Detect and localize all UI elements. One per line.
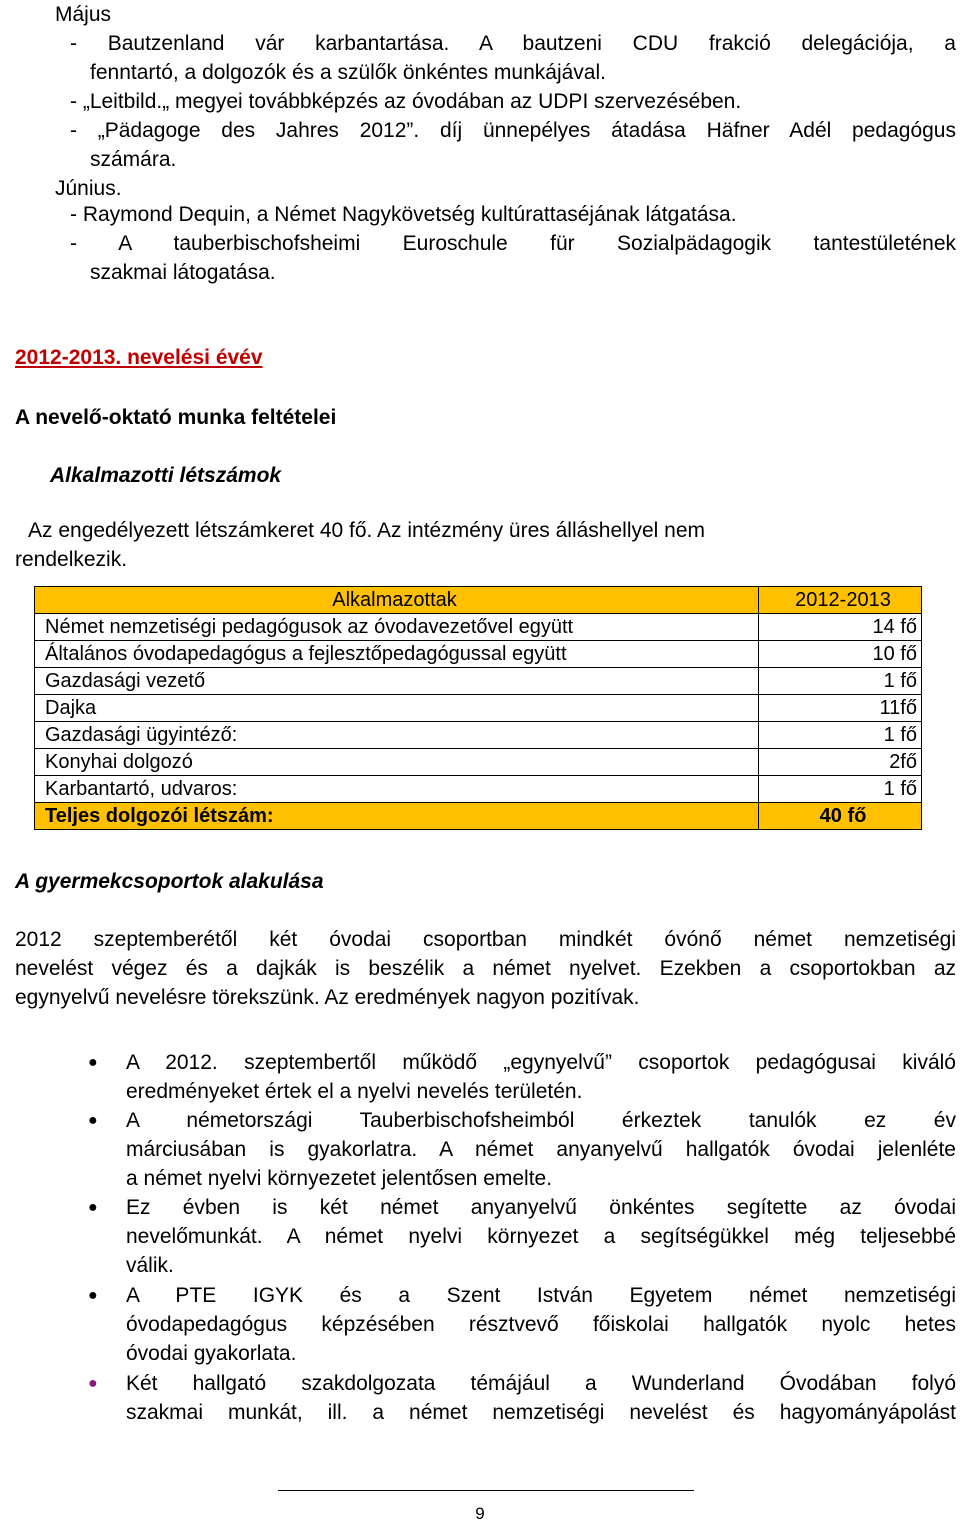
bullet-1-line1: A 2012. szeptembertől működő „egynyelvű” csoportok pedagógusai kiváló <box>126 1051 956 1074</box>
june-heading: Június. <box>55 177 122 200</box>
bullet-dot-icon: ● <box>88 1112 98 1129</box>
row-count: 1 fő <box>759 722 922 749</box>
bullet-5-line2: szakmai munkát, ill. a német nemzetiségi nevelést és hagyományápolást <box>126 1401 956 1424</box>
bullet-3-line1: Ez évben is két német anyanyelvű önkéntes segítette az óvodai <box>126 1196 956 1219</box>
bullet-item-1 <box>88 1048 956 1106</box>
row-role: Konyhai dolgozó <box>35 749 759 776</box>
staff-table <box>34 586 922 830</box>
bullet-1-line2: eredményeket értek el a nyelvi nevelés területén. <box>126 1080 583 1103</box>
staff-table-header <box>35 587 922 614</box>
bullet-item-3 <box>88 1193 956 1280</box>
subsection-title: A nevelő-oktató munka feltételei <box>15 406 337 429</box>
table-row <box>35 641 922 668</box>
groups-paragraph <box>15 925 956 1012</box>
bullet-item-5 <box>88 1369 956 1427</box>
table-row <box>35 749 922 776</box>
total-role: Teljes dolgozói létszám: <box>35 803 759 830</box>
row-role: Gazdasági ügyintéző: <box>35 722 759 749</box>
row-role: Karbantartó, udvaros: <box>35 776 759 803</box>
groups-para-line2: nevelést végez és a dajkák is beszélik a német nyelvet. Ezekben a csoportokban az <box>15 957 956 980</box>
bullet-2-line1: A németországi Tauberbischofsheimból érkeztek tanulók ez év <box>126 1109 956 1132</box>
staff-table-total <box>35 803 922 830</box>
bullet-dot-icon: ● <box>88 1375 98 1392</box>
bullet-4-line3: óvodai gyakorlata. <box>126 1342 297 1365</box>
may-item-2-line1: - „Leitbild.„ megyei továbbképzés az óvodában az UDPI szervezésében. <box>70 90 742 113</box>
staff-heading: Alkalmazotti létszámok <box>50 464 282 487</box>
groups-heading: A gyermekcsoportok alakulása <box>15 870 324 893</box>
section-title: 2012-2013. nevelési évév <box>15 346 263 369</box>
row-count: 14 fő <box>759 614 922 641</box>
may-item-2 <box>70 87 956 116</box>
footer-divider <box>278 1490 694 1491</box>
page-number: 9 <box>475 1504 485 1523</box>
june-item-2 <box>70 229 956 287</box>
header-role: Alkalmazottak <box>35 587 759 614</box>
table-row <box>35 722 922 749</box>
row-count: 1 fő <box>759 776 922 803</box>
bullet-3-line3: válik. <box>126 1254 174 1277</box>
bullet-2-line2: márciusában is gyakorlatra. A német anyanyelvű hallgatók óvodai jelenléte <box>126 1138 956 1161</box>
header-year: 2012-2013 <box>759 587 922 614</box>
staff-intro-line1: Az engedélyezett létszámkeret 40 fő. Az intézmény üres álláshellyel nem <box>28 519 706 542</box>
table-row <box>35 695 922 722</box>
bullet-dot-icon: ● <box>88 1054 98 1071</box>
groups-para-line1: 2012 szeptemberétől két óvodai csoportban mindkét óvónő német nemzetiségi <box>15 928 956 951</box>
may-item-1-line2: fenntartó, a dolgozók és a szülők önkéntes munkájával. <box>90 61 606 84</box>
may-item-1 <box>70 29 956 87</box>
june-item-1-line1: - Raymond Dequin, a Német Nagykövetség kultúrattaséjának látgatása. <box>70 203 737 226</box>
row-count: 1 fő <box>759 668 922 695</box>
table-row <box>35 776 922 803</box>
table-row <box>35 614 922 641</box>
bullet-3-line2: nevelőmunkát. A német nyelvi környezet a segítségükkel még teljesebbé <box>126 1225 956 1248</box>
groups-para-line3: egynyelvű nevelésre törekszünk. Az eredmények nagyon pozitívak. <box>15 986 640 1009</box>
bullet-dot-icon: ● <box>88 1199 98 1216</box>
may-item-3 <box>70 116 956 174</box>
bullet-5-line1: Két hallgató szakdolgozata témájául a Wunderland Óvodában folyó <box>126 1372 956 1395</box>
bullet-item-4 <box>88 1281 956 1368</box>
row-role: Német nemzetiségi pedagógusok az óvodavezetővel együtt <box>35 614 759 641</box>
bullet-dot-icon: ● <box>88 1287 98 1304</box>
bullet-2-line3: a német nyelvi környezetet jelentősen emelte. <box>126 1167 553 1190</box>
row-count: 10 fő <box>759 641 922 668</box>
june-item-1 <box>70 200 956 229</box>
row-role: Gazdasági vezető <box>35 668 759 695</box>
staff-intro-line2: rendelkezik. <box>15 548 128 571</box>
may-item-1-line1: - Bautzenland vár karbantartása. A bautzeni CDU frakció delegációja, a <box>70 32 956 55</box>
bullet-item-2 <box>88 1106 956 1193</box>
row-count: 2fő <box>759 749 922 776</box>
row-role: Általános óvodapedagógus a fejlesztőpedagógussal együtt <box>35 641 759 668</box>
june-item-2-line1: - A tauberbischofsheimi Euroschule für Sozialpädagogik tantestületének <box>70 232 956 255</box>
may-item-3-line1: - „Pädagoge des Jahres 2012”. díj ünnepélyes átadása Häfner Adél pedagógus <box>70 119 956 142</box>
table-row <box>35 668 922 695</box>
total-count: 40 fő <box>759 803 922 830</box>
june-item-2-line2: szakmai látogatása. <box>90 261 276 284</box>
row-count: 11fő <box>759 695 922 722</box>
bullet-4-line2: óvodapedagógus képzésében résztvevő főiskolai hallgatók nyolc hetes <box>126 1313 956 1336</box>
bullet-4-line1: A PTE IGYK és a Szent István Egyetem német nemzetiségi <box>126 1284 956 1307</box>
may-item-3-line2: számára. <box>90 148 177 171</box>
may-heading: Május <box>55 3 112 26</box>
row-role: Dajka <box>35 695 759 722</box>
